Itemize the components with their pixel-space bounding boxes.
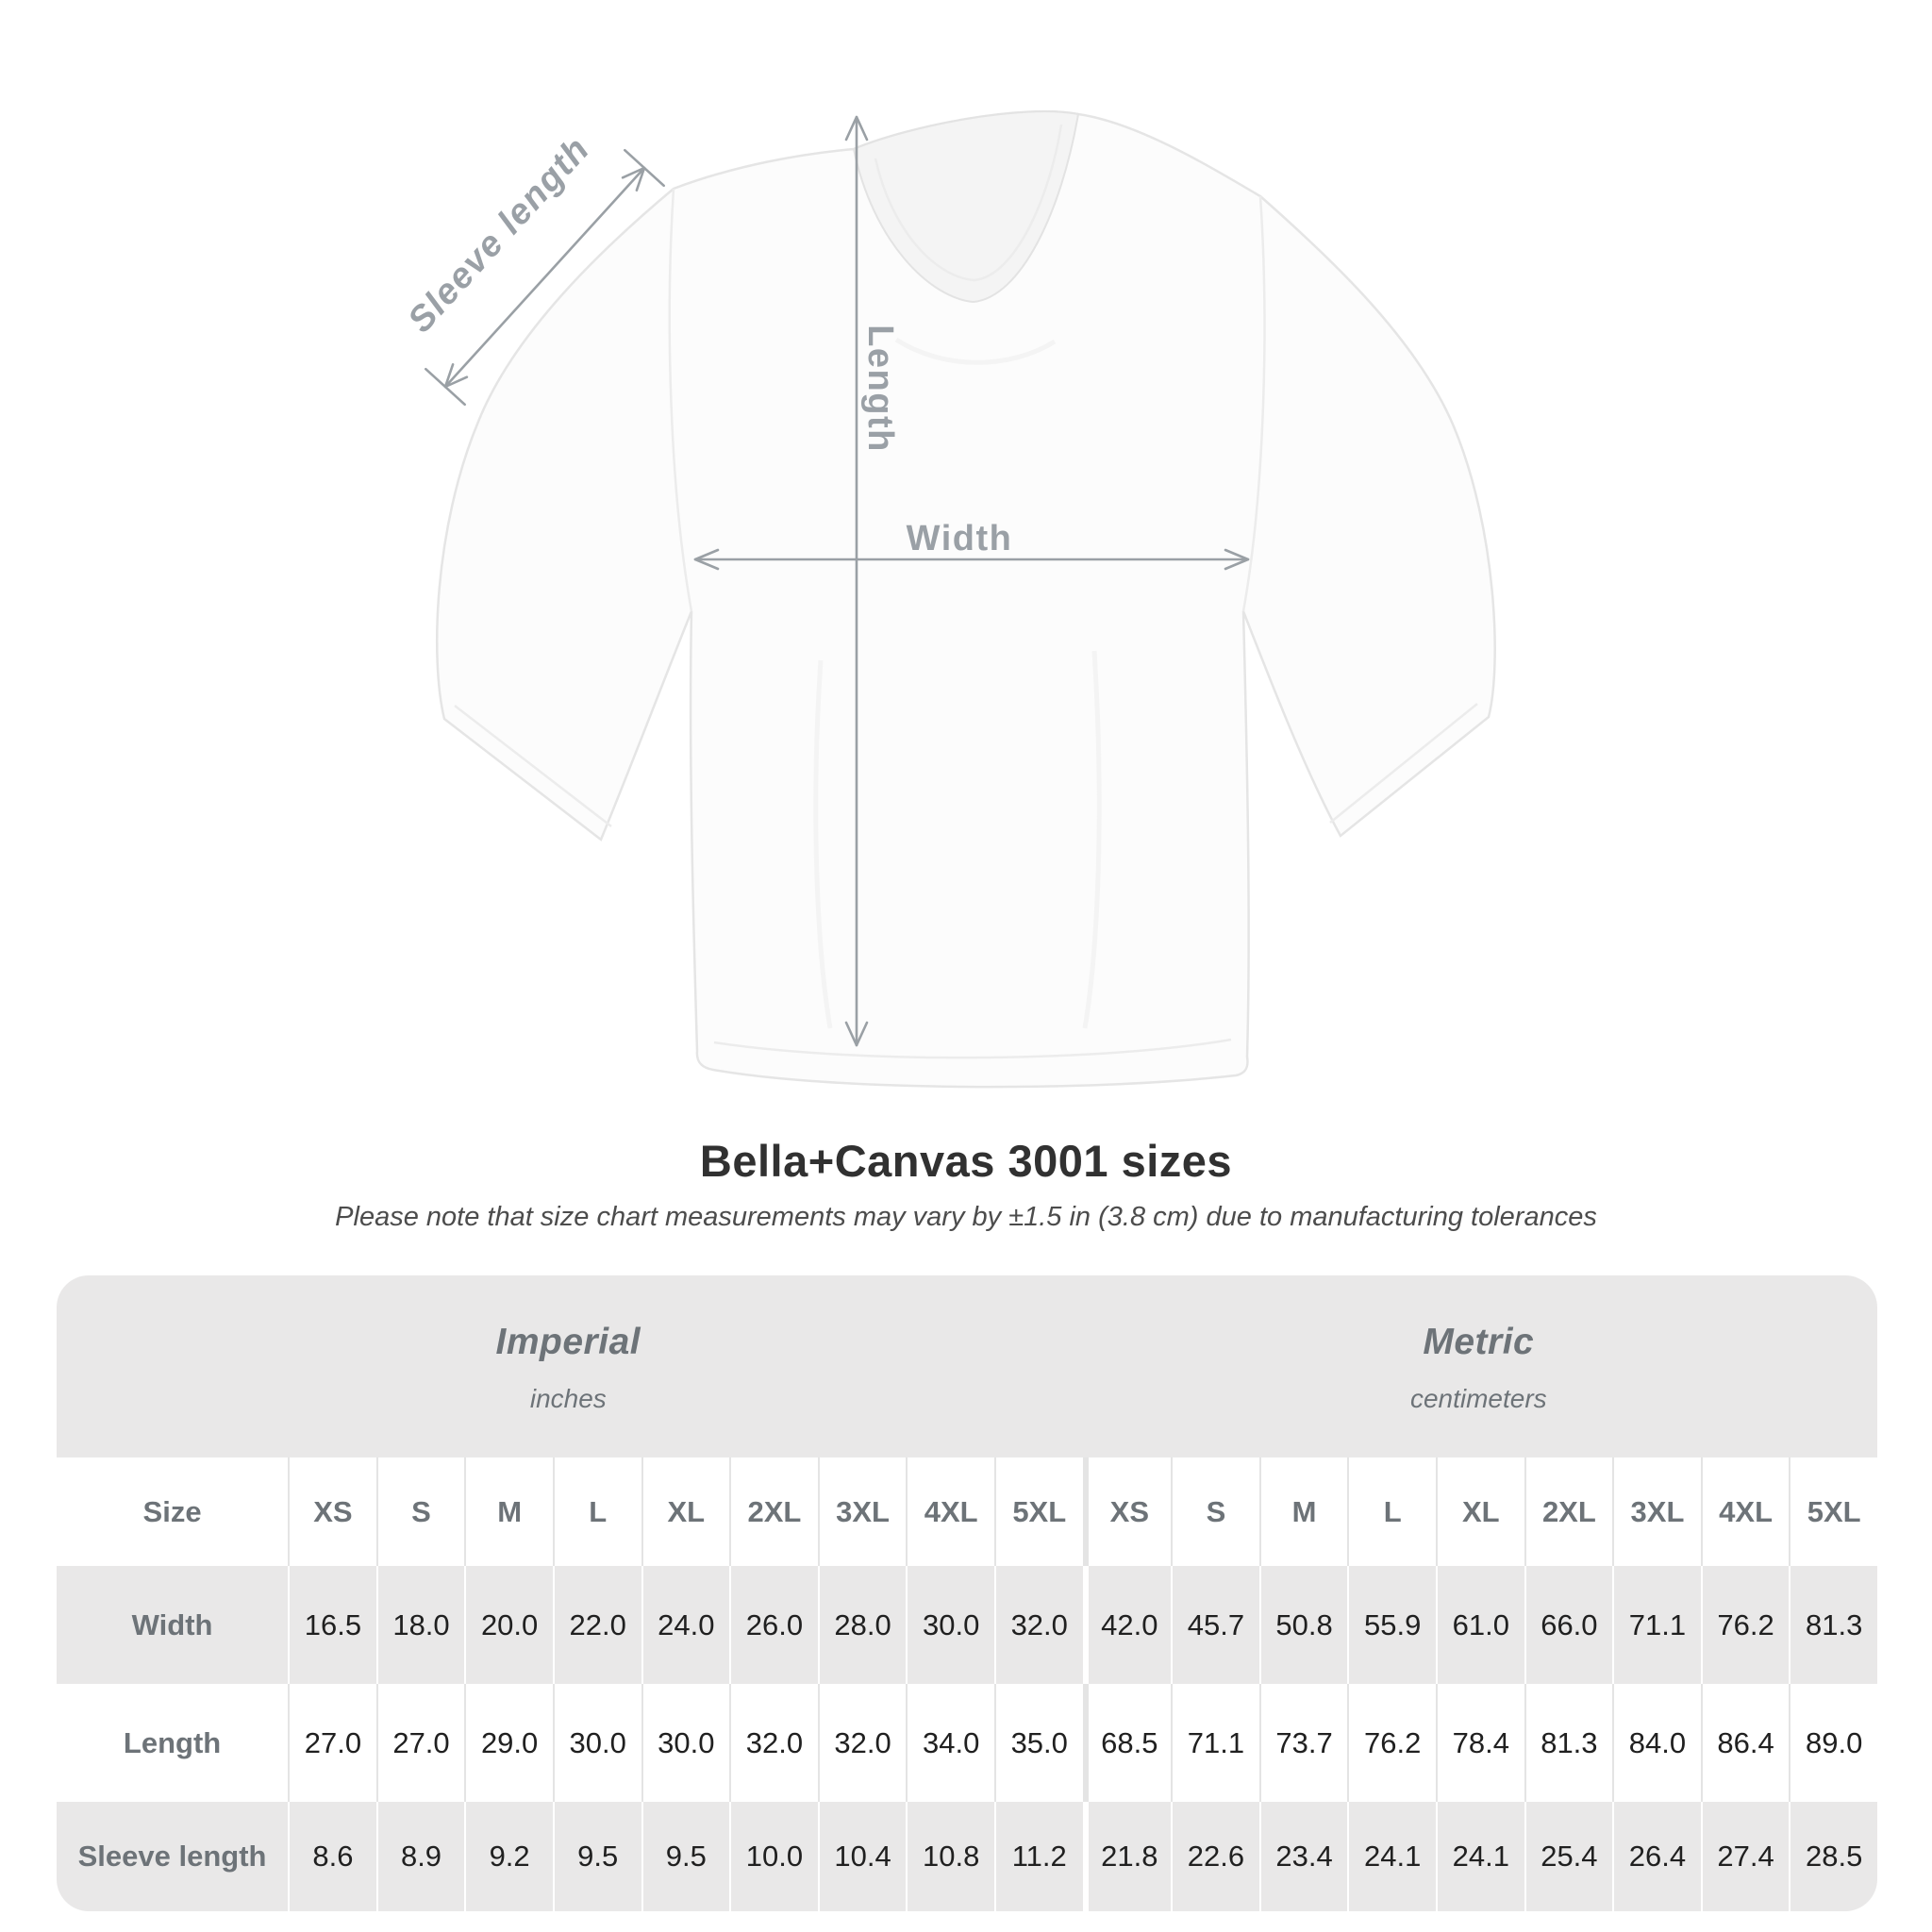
- table-cell: 23.4: [1259, 1802, 1348, 1911]
- table-cell: 86.4: [1701, 1684, 1790, 1802]
- table-cell: 45.7: [1171, 1566, 1259, 1684]
- table-row-sleeve-length: [57, 1802, 1877, 1911]
- table-cell: 35.0: [994, 1684, 1083, 1802]
- table-cell: 8.6: [288, 1802, 376, 1911]
- table-cell: 32.0: [994, 1566, 1083, 1684]
- table-cell: 20.0: [464, 1566, 553, 1684]
- table-cell: 71.1: [1612, 1566, 1701, 1684]
- table-cell: 28.5: [1789, 1802, 1877, 1911]
- row-label: Width: [131, 1607, 213, 1641]
- table-cell: 81.3: [1524, 1684, 1613, 1802]
- row-label: Sleeve length: [77, 1840, 267, 1873]
- size-column-label: Size: [142, 1494, 202, 1528]
- col-header: M: [1259, 1457, 1348, 1566]
- imperial-section-title: Imperial: [495, 1321, 641, 1362]
- table-row-length: [57, 1684, 1877, 1802]
- table-row-width: [57, 1566, 1877, 1684]
- sleeve-length-label: Sleeve length: [400, 128, 598, 341]
- table-cell: 32.0: [818, 1684, 907, 1802]
- table-cell: 30.0: [641, 1684, 730, 1802]
- table-cell: 10.0: [729, 1802, 818, 1911]
- table-cell: 9.2: [464, 1802, 553, 1911]
- metric-section-header: [1080, 1275, 1877, 1457]
- table-cell: 30.0: [553, 1684, 641, 1802]
- col-header: S: [1171, 1457, 1259, 1566]
- table-cell: 22.0: [553, 1566, 641, 1684]
- table-cell: 18.0: [376, 1566, 465, 1684]
- table-cell: 55.9: [1347, 1566, 1436, 1684]
- table-cell: 26.0: [729, 1566, 818, 1684]
- table-cell: 78.4: [1436, 1684, 1524, 1802]
- table-cell: 27.4: [1701, 1802, 1790, 1911]
- table-cell: 29.0: [464, 1684, 553, 1802]
- table-cell: 68.5: [1083, 1684, 1172, 1802]
- length-label: Length: [860, 325, 900, 453]
- table-cell: 89.0: [1789, 1684, 1877, 1802]
- col-header: XS: [288, 1457, 376, 1566]
- table-cell: 66.0: [1524, 1566, 1613, 1684]
- table-header-row: [57, 1457, 1877, 1566]
- col-header: L: [553, 1457, 641, 1566]
- col-header: 4XL: [1701, 1457, 1790, 1566]
- table-cell: 24.0: [641, 1566, 730, 1684]
- metric-section-title: Metric: [1423, 1321, 1535, 1362]
- col-header: 3XL: [1612, 1457, 1701, 1566]
- table-cell: 50.8: [1259, 1566, 1348, 1684]
- table-cell: 28.0: [818, 1566, 907, 1684]
- table-cell: 42.0: [1083, 1566, 1172, 1684]
- table-cell: 30.0: [906, 1566, 994, 1684]
- col-header: 4XL: [906, 1457, 994, 1566]
- table-cell: 26.4: [1612, 1802, 1701, 1911]
- col-header: M: [464, 1457, 553, 1566]
- table-cell: 24.1: [1347, 1802, 1436, 1911]
- col-header: XS: [1083, 1457, 1172, 1566]
- col-header: XL: [1436, 1457, 1524, 1566]
- table-cell: 76.2: [1701, 1566, 1790, 1684]
- table-cell: 9.5: [553, 1802, 641, 1911]
- table-cell: 8.9: [376, 1802, 465, 1911]
- table-cell: 11.2: [994, 1802, 1083, 1911]
- table-cell: 10.8: [906, 1802, 994, 1911]
- table-cell: 76.2: [1347, 1684, 1436, 1802]
- table-unit-band: [57, 1275, 1877, 1457]
- col-header: 5XL: [994, 1457, 1083, 1566]
- imperial-section-unit: inches: [529, 1383, 607, 1413]
- page-title: Bella+Canvas 3001 sizes: [699, 1136, 1233, 1186]
- page-subtitle: Please note that size chart measurements may vary by ±1.5 in (3.8 cm) due to manufacturing tolerances: [335, 1202, 1597, 1232]
- table-cell: 61.0: [1436, 1566, 1524, 1684]
- col-header: S: [376, 1457, 465, 1566]
- width-label: Width: [906, 519, 1013, 558]
- col-header: 2XL: [729, 1457, 818, 1566]
- col-header: L: [1347, 1457, 1436, 1566]
- table-cell: 81.3: [1789, 1566, 1877, 1684]
- table-cell: 27.0: [376, 1684, 465, 1802]
- col-header: 2XL: [1524, 1457, 1613, 1566]
- table-cell: 84.0: [1612, 1684, 1701, 1802]
- table-cell: 27.0: [288, 1684, 376, 1802]
- table-cell: 34.0: [906, 1684, 994, 1802]
- col-header: XL: [641, 1457, 730, 1566]
- table-cell: 21.8: [1083, 1802, 1172, 1911]
- table-cell: 32.0: [729, 1684, 818, 1802]
- table-cell: 73.7: [1259, 1684, 1348, 1802]
- size-table: [57, 1275, 1877, 1911]
- col-header: 5XL: [1789, 1457, 1877, 1566]
- table-cell: 24.1: [1436, 1802, 1524, 1911]
- metric-section-unit: centimeters: [1409, 1383, 1547, 1413]
- table-cell: 9.5: [641, 1802, 730, 1911]
- table-cell: 22.6: [1171, 1802, 1259, 1911]
- imperial-section-header: [57, 1275, 1080, 1457]
- table-cell: 16.5: [288, 1566, 376, 1684]
- row-label: Length: [123, 1725, 222, 1759]
- col-header: 3XL: [818, 1457, 907, 1566]
- table-cell: 10.4: [818, 1802, 907, 1911]
- table-cell: 25.4: [1524, 1802, 1613, 1911]
- table-cell: 71.1: [1171, 1684, 1259, 1802]
